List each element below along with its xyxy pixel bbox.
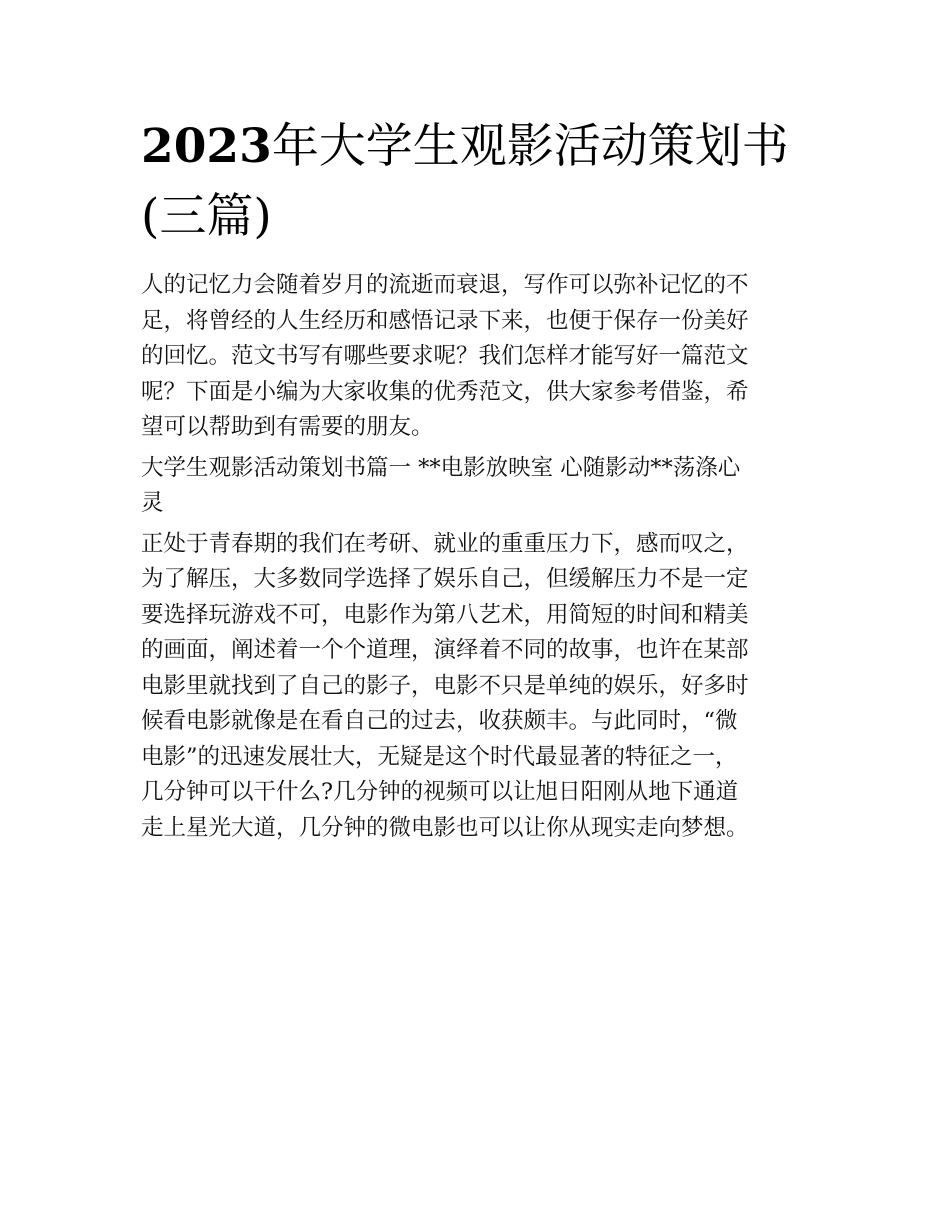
body-line: 正处于青春期的我们在考研、就业的重重压力下，感而叹之，: [141, 530, 749, 557]
body-line: 为了解压，大多数同学选择了娱乐自己，但缓解压力不是一定: [141, 566, 749, 592]
body-paragraph: [141, 527, 813, 847]
body-line: 要选择玩游戏不可，电影作为第八艺术，用简短的时间和精美: [141, 601, 749, 628]
intro-line: 人的记忆力会随着岁月的流逝而衰退，写作可以弥补记忆的不: [141, 272, 749, 298]
title-text-1: 年大学生观影活动策划书: [271, 119, 789, 174]
body-line: 电影”的迅速发展壮大，无疑是这个时代最显著的特征之一，: [141, 743, 738, 770]
title-year: 2023: [141, 119, 272, 174]
body-line: 几分钟可以干什么?几分钟的视频可以让旭日阳刚从地下通道: [141, 779, 739, 805]
intro-paragraph: [141, 268, 813, 446]
section-heading-line: 大学生观影活动策划书篇一 **电影放映室 心随影动**荡涤心: [141, 454, 741, 481]
title-line-1: [141, 112, 813, 182]
body-line: 的画面，阐述着一个个道理，演绎着不同的故事，也许在某部: [141, 637, 749, 663]
section-heading-line: 灵: [141, 490, 164, 516]
document-content: [141, 112, 813, 846]
intro-line: 足，将曾经的人生经历和感悟记录下来，也便于保存一份美好: [141, 307, 749, 334]
title-line-2: [141, 182, 813, 252]
intro-line: 的回忆。范文书写有哪些要求呢？我们怎样才能写好一篇范文: [141, 343, 749, 369]
section-heading: [141, 451, 813, 522]
document-title: [141, 112, 813, 252]
body-line: 候看电影就像是在看自己的过去，收获颇丰。与此同时，“微: [141, 708, 738, 734]
intro-line: 呢？下面是小编为大家收集的优秀范文，供大家参考借鉴，希: [141, 378, 749, 405]
body-line: 电影里就找到了自己的影子，电影不只是单纯的娱乐，好多时: [141, 672, 749, 699]
intro-line: 望可以帮助到有需要的朋友。: [141, 414, 434, 440]
title-text-2: (三篇): [141, 189, 272, 244]
body-line: 走上星光大道，几分钟的微电影也可以让你从现实走向梦想。: [141, 814, 749, 841]
